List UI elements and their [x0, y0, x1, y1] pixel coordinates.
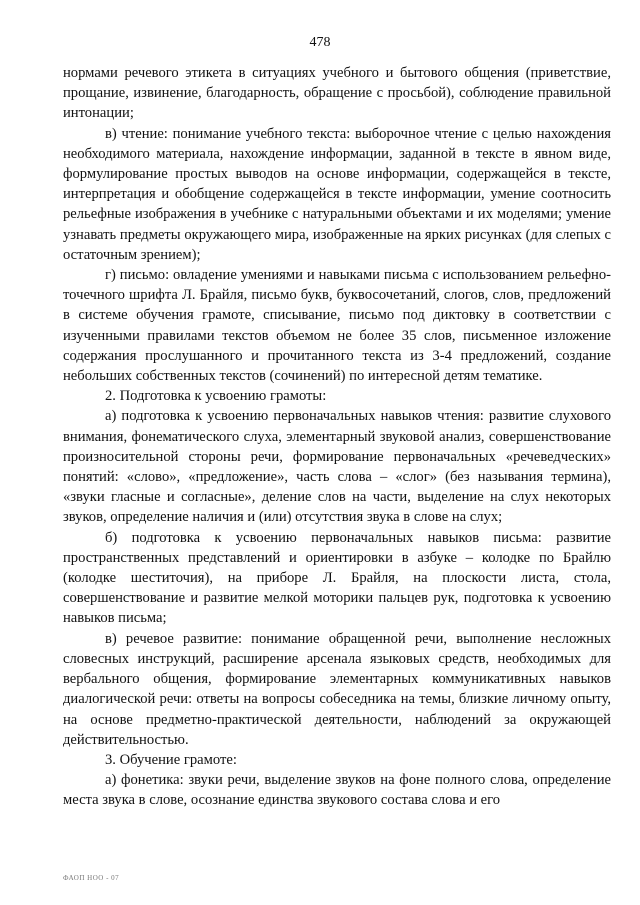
paragraph-speech-development: в) речевое развитие: понимание обращенной речи, выполнение несложных словесных инструкций, расширение арсенала языковых средств, необходимых для вербального общения, формирование элементарных коммуникативных навыков диалогической речи: ответы на вопросы собеседника на темы, близкие личному опыту, на основе предметно-практической деятельности, наблюдений за окружающей действительностью. [63, 630, 611, 748]
section-heading-literacy-preparation: 2. Подготовка к усвоению грамоты: [105, 388, 327, 405]
paragraph-reading: в) чтение: понимание учебного текста: выборочное чтение с целью нахождения необходимого материала, нахождение информации, заданной в тексте в явном виде, формулирование простых выводов на основе информации, содержащейся в тексте, интерпретация и обобщение содержащейся в тексте информации, умение соотносить рельефные изображения в учебнике с натуральными объектами и их моделями; умение узнавать предметы окружающего мира, изображенные на ярких рисунках (для слепых с остаточным зрением); [63, 125, 611, 263]
paragraph-speech-etiquette: нормами речевого этикета в ситуациях учебного и бытового общения (приветствие, прощание, извинение, благодарность, обращение с просьбой), соблюдение правильной интонации; [63, 65, 611, 122]
paragraph-reading-skills-preparation: а) подготовка к усвоению первоначальных навыков чтения: развитие слухового внимания, фонематического слуха, элементарный звуковой анализ, совершенствование произносительной стороны речи, формирование первоначальных «речеведческих» понятий: «слово», «предложение», часть слова – «слог» (без называния термина), «звуки гласные и согласные», деление слов на части, выделение на слух некоторых звуков, определение наличия и (или) отсутствия звука в слове на слух; [63, 408, 611, 526]
document-body [63, 63, 611, 811]
page-number: 478 [309, 35, 331, 50]
section-heading-literacy-training: 3. Обучение грамоте: [105, 751, 237, 768]
paragraph-writing-skills-preparation: б) подготовка к усвоению первоначальных навыков письма: развитие пространственных представлений и ориентировки в азбуке – колодке по Брайлю (колодке шеститочия), на приборе Л. Брайля, на плоскости листа, стола, совершенствование и развитие мелкой моторики пальцев рук, подготовка к усвоению навыков письма; [63, 529, 611, 627]
footer-document-code: ФАОП НОО - 07 [63, 874, 120, 882]
paragraph-writing: г) письмо: овладение умениями и навыками письма с использованием рельефно-точечного шрифта Л. Брайля, письмо букв, буквосочетаний, слогов, слов, предложений в системе обучения грамоте, списывание, письмо под диктовку в соответствии с изученными правилами текстов объемом не более 35 слов, письменное изложение содержания прослушанного и прочитанного текста из 3-4 предложений, создание небольших собственных текстов (сочинений) по интересной детям тематике. [63, 267, 611, 385]
paragraph-phonetics: а) фонетика: звуки речи, выделение звуков на фоне полного слова, определение места звука в слове, осознание единства звукового состава слова и его [63, 772, 611, 809]
